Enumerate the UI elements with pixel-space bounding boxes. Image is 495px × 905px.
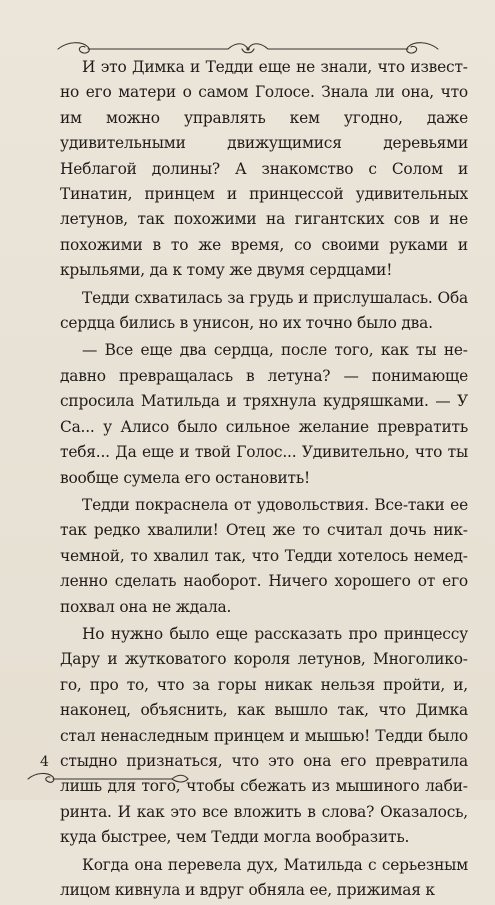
paragraph-1: И это Димка и Тедди еще не знали, что известно его матери о самом Голосе. Знала ли она, что им можно управлять кем угодно, даже удивительными движущимися деревьями Неблагой долины? А знакомство с Солом и Тинатин, принцем и принцессой удивительных летунов, так похожими на гигантских сов и не похожими в то же время, со своими руками и крыльями, да к тому же двумя сердцами!	[60, 58, 468, 280]
paragraph-2: Тедди схватилась за грудь и прислушалась. Оба сердца бились в унисон, но их точно было два.	[60, 288, 468, 333]
paragraph-3: — Все еще два сердца, после того, как ты недавно превращалась в летуна? — понимающе спросила Матильда и тряхнула кудряшками. — У Са... у Алисо было сильное желание превратить тебя... Да еще и твой Голос... Удивительно, что ты вообще сумела его остановить!	[60, 341, 468, 487]
page-number: 4	[40, 754, 49, 770]
paragraph-5: Но нужно было еще рассказать про принцессу Дару и жутковатого короля летунов, Многоликого, про то, что за горы никак нельзя пройти, и, наконец, объяснить, как вышло так, что Димка стал ненаследным принцем и мышью! Тедди было стыдно признаться, что это она его превратила лишь для того, чтобы сбежать из мышиного лабиринта. И как это все вложить в слова? Оказалось, куда быстрее, чем Тедди могла вообразить.	[60, 624, 468, 847]
paragraph-4: Тедди покраснела от удовольствия. Все-таки ее так редко хвалили! Отец же то считал дочь никчемной, то хвалил так, что Тедди хотелось немедленно сделать наоборот. Ничего хорошего от его похвал она не ждала.	[60, 495, 468, 616]
bottom-flourish-icon	[22, 768, 222, 790]
paragraph-6: Когда она перевела дух, Матильда с серьезным лицом кивнула и вдруг обняла ее, прижимая к	[60, 855, 468, 899]
